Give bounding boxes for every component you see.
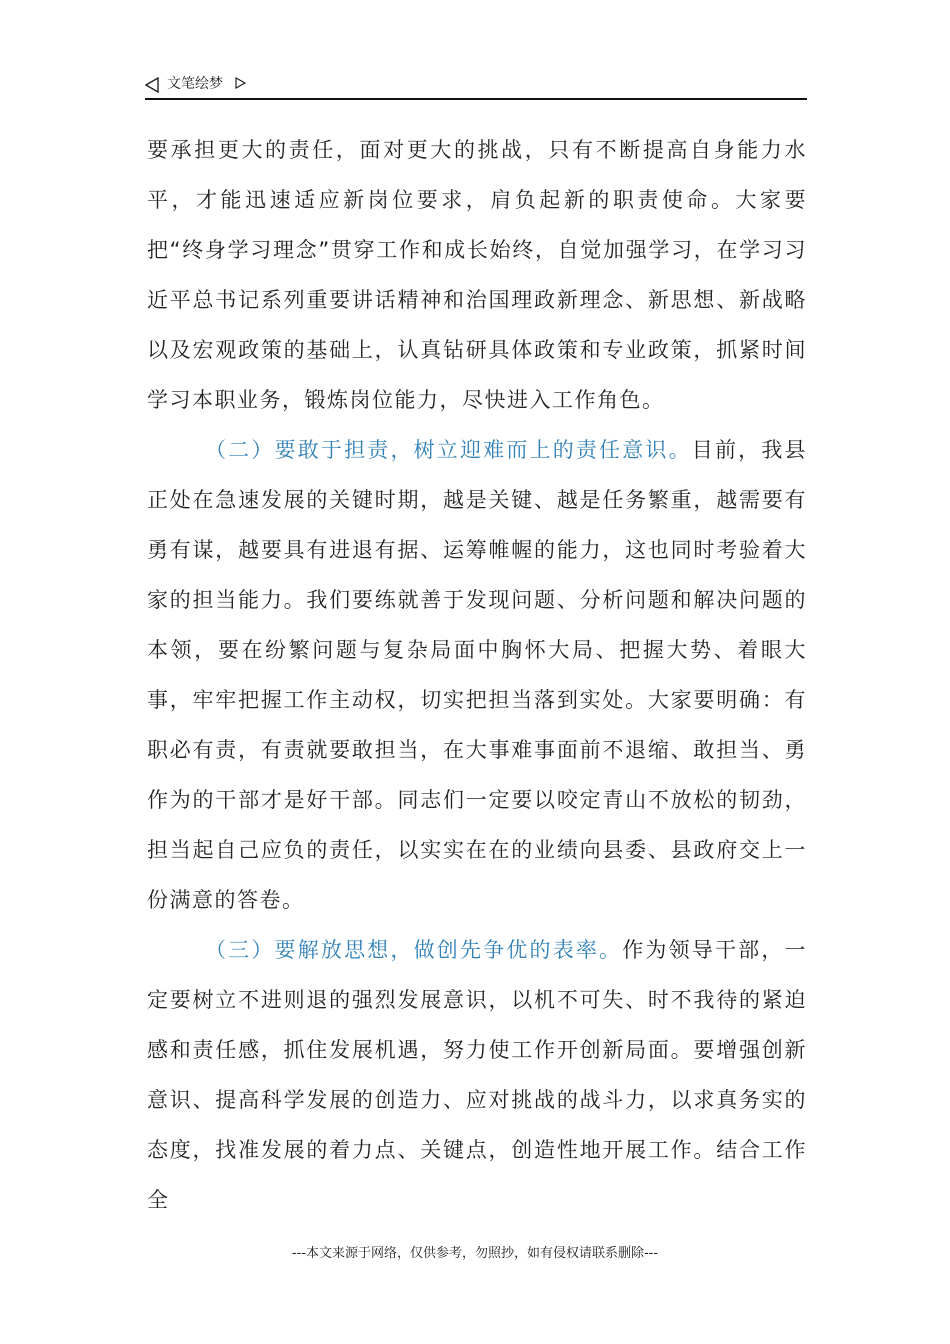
paragraph-2 <box>147 425 807 925</box>
paragraph-3-text: 作为领导干部，一定要树立不进则退的强烈发展意识，以机不可失、时不我待的紧迫感和责任感，抓住发展机遇，努力使工作开创新局面。要增强创新意识、提高科学发展的创造力、应对挑战的战斗力，以求真务实的态度，找准发展的着力点、关键点，创造性地开展工作。结合工作全 <box>147 938 808 1212</box>
footer-disclaimer: ---本文来源于网络，仅供参考，勿照抄，如有侵权请联系删除--- <box>291 1246 659 1261</box>
triangle-right-icon <box>235 77 246 89</box>
header-brand: 文笔绘梦 <box>167 76 223 92</box>
page-header <box>145 72 807 98</box>
paragraph-1-text: 要承担更大的责任，面对更大的挑战，只有不断提高自身能力水平，才能迅速适应新岗位要求，肩负起新的职责使命。大家要把“终身学习理念”贯穿工作和成长始终，自觉加强学习，在学习习近平总书记系列重要讲话精神和治国理政新理念、新思想、新战略以及宏观政策的基础上，认真钻研具体政策和专业政策，抓紧时间学习本职业务，锻炼岗位能力，尽快进入工作角色。 <box>147 138 807 412</box>
paragraph-2-text: 目前，我县正处在急速发展的关键时期，越是关键、越是任务繁重，越需要有勇有谋，越要具有进退有据、运筹帷幄的能力，这也同时考验着大家的担当能力。我们要练就善于发现问题、分析问题和解决问题的本领，要在纷繁问题与复杂局面中胸怀大局、把握大势、着眼大事，牢牢把握工作主动权，切实把担当落到实处。大家要明确：有职必有责，有责就要敢担当，在大事难事面前不退缩、敢担当、勇作为的干部才是好干部。同志们一定要以咬定青山不放松的韧劲，担当起自己应负的责任，以实实在在的业绩向县委、县政府交上一份满意的答卷。 <box>147 438 808 912</box>
triangle-left-icon <box>145 77 159 93</box>
paragraph-3 <box>147 925 807 1225</box>
header-divider <box>145 98 807 100</box>
section-heading-3: （三）要解放思想，做创先争优的表率。 <box>205 938 623 962</box>
paragraph-1 <box>147 125 807 425</box>
document-body <box>147 125 807 1225</box>
section-heading-2: （二）要敢于担责，树立迎难而上的责任意识。 <box>205 438 692 462</box>
